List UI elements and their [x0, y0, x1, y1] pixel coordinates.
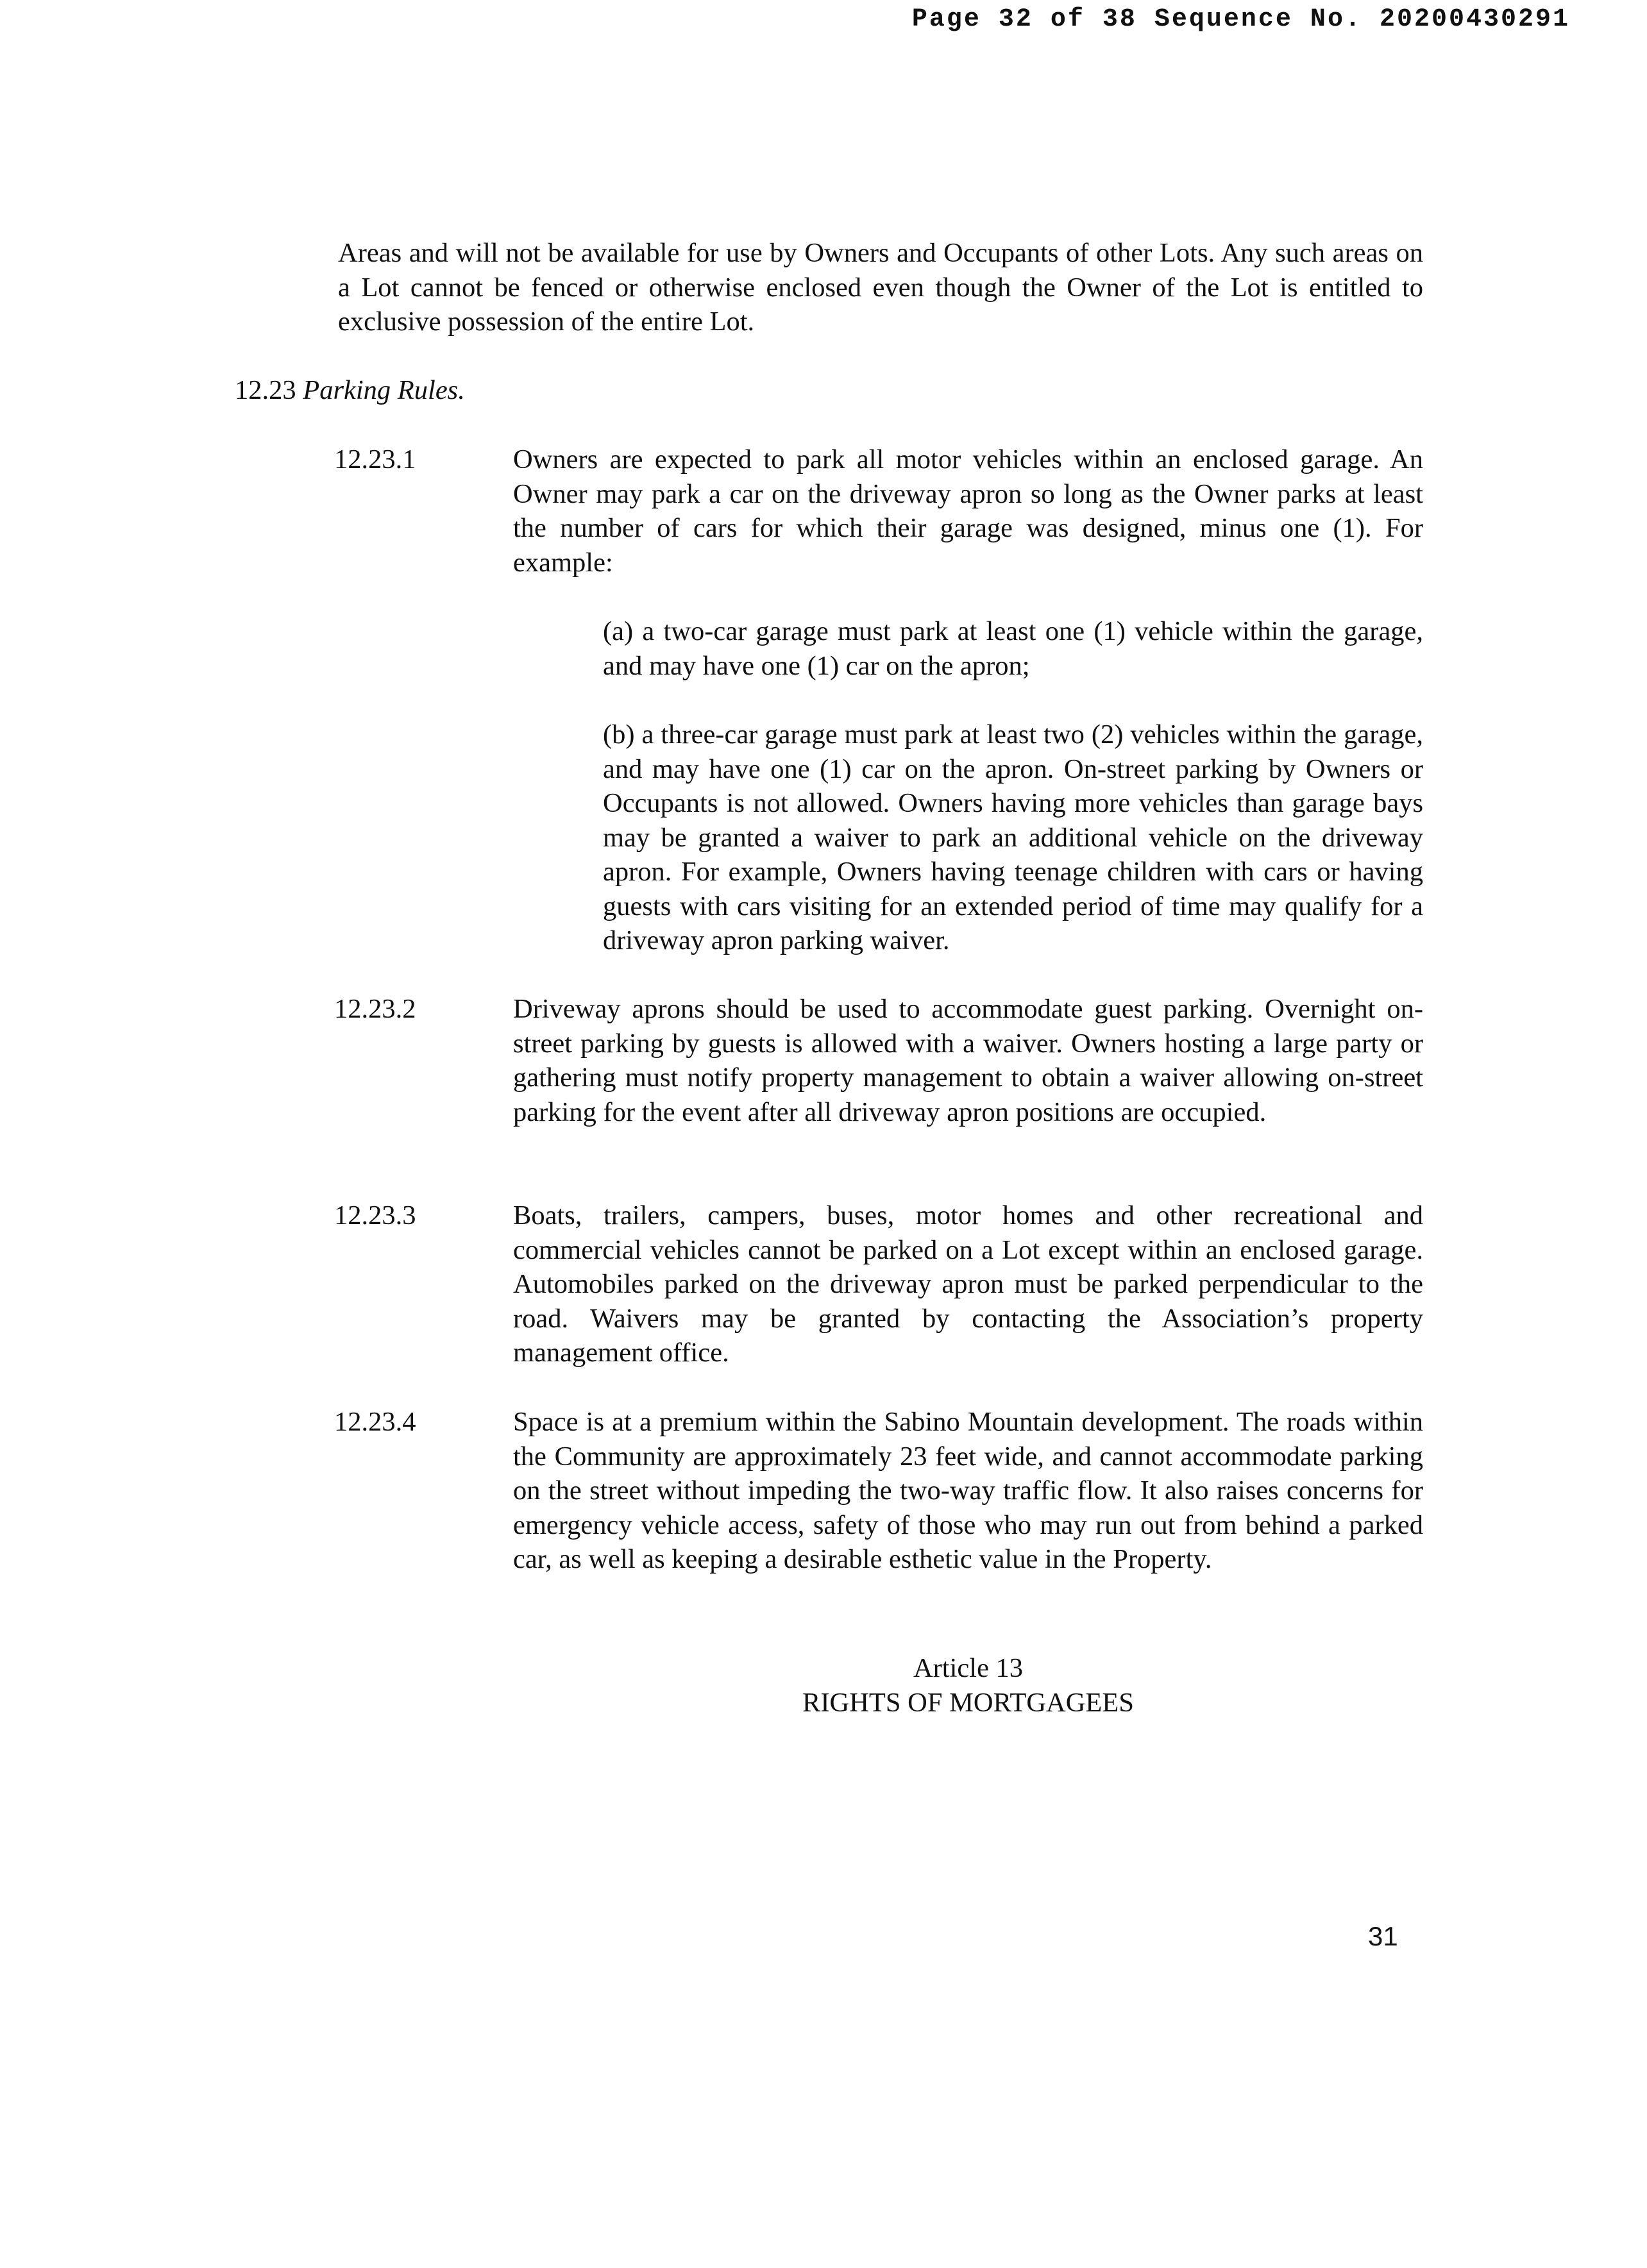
- section-title: Parking Rules.: [303, 375, 465, 405]
- subsection-number: 12.23.1: [334, 444, 416, 475]
- subsection-text: Boats, trailers, campers, buses, motor homes and other recreational and commercial vehicles cannot be parked on a Lot except within an enclosed garage. Automobiles parked on the driveway apron must be parked perpendicular to the road. Waivers may be granted by contacting the Association’s property management office.: [513, 1200, 1423, 1368]
- subsection-number: 12.23.3: [334, 1200, 416, 1231]
- article-title: RIGHTS OF MORTGAGEES: [802, 1687, 1134, 1718]
- subsection-text: Space is at a premium within the Sabino Mountain development. The roads within the Community are approximately 23 feet wide, and cannot accommodate parking on the street without impeding the two-way traffic flow. It also raises concerns for emergency vehicle access, safety of those who may run out from behind a parked car, as well as keeping a desirable esthetic value in the Property.: [513, 1407, 1423, 1574]
- article-label: Article 13: [913, 1653, 1024, 1683]
- subsection-number: 12.23.2: [334, 994, 416, 1024]
- subsection-number: 12.23.4: [334, 1407, 416, 1437]
- intro-paragraph: Areas and will not be available for use by Owners and Occupants of other Lots. Any such areas on a Lot cannot be fenced or otherwise enclosed even though the Owner of the Lot is entitled to exclusive possession of the entire Lot.: [338, 238, 1423, 337]
- list-item-b: (b) a three-car garage must park at least two (2) vehicles within the garage, and may have one (1) car on the apron. On-street parking by Owners or Occupants is not allowed. Owners having more vehicles than garage bays may be granted a waiver to park an additional vehicle on the driveway apron. For example, Owners having teenage children with cars or having guests with cars visiting for an extended period of time may qualify for a driveway apron parking waiver.: [603, 719, 1423, 955]
- page-number: 31: [1368, 1921, 1398, 1951]
- subsection-text: Owners are expected to park all motor vehicles within an enclosed garage. An Owner may park a car on the driveway apron so long as the Owner parks at least the number of cars for which their garage was designed, minus one (1). For example:: [513, 444, 1423, 578]
- list-item-a: (a) a two-car garage must park at least one (1) vehicle within the garage, and may have one (1) car on the apron;: [603, 616, 1423, 681]
- article-heading: [513, 1651, 1423, 1720]
- recording-header: Page 32 of 38 Sequence No. 20200430291: [911, 5, 1570, 34]
- section-number: 12.23: [235, 375, 296, 405]
- section-heading: [235, 373, 465, 408]
- subsection-text: Driveway aprons should be used to accommodate guest parking. Overnight on-street parking by guests is allowed with a waiver. Owners hosting a large party or gathering must notify property management to obtain a waiver allowing on-street parking for the event after all driveway apron positions are occupied.: [513, 994, 1423, 1127]
